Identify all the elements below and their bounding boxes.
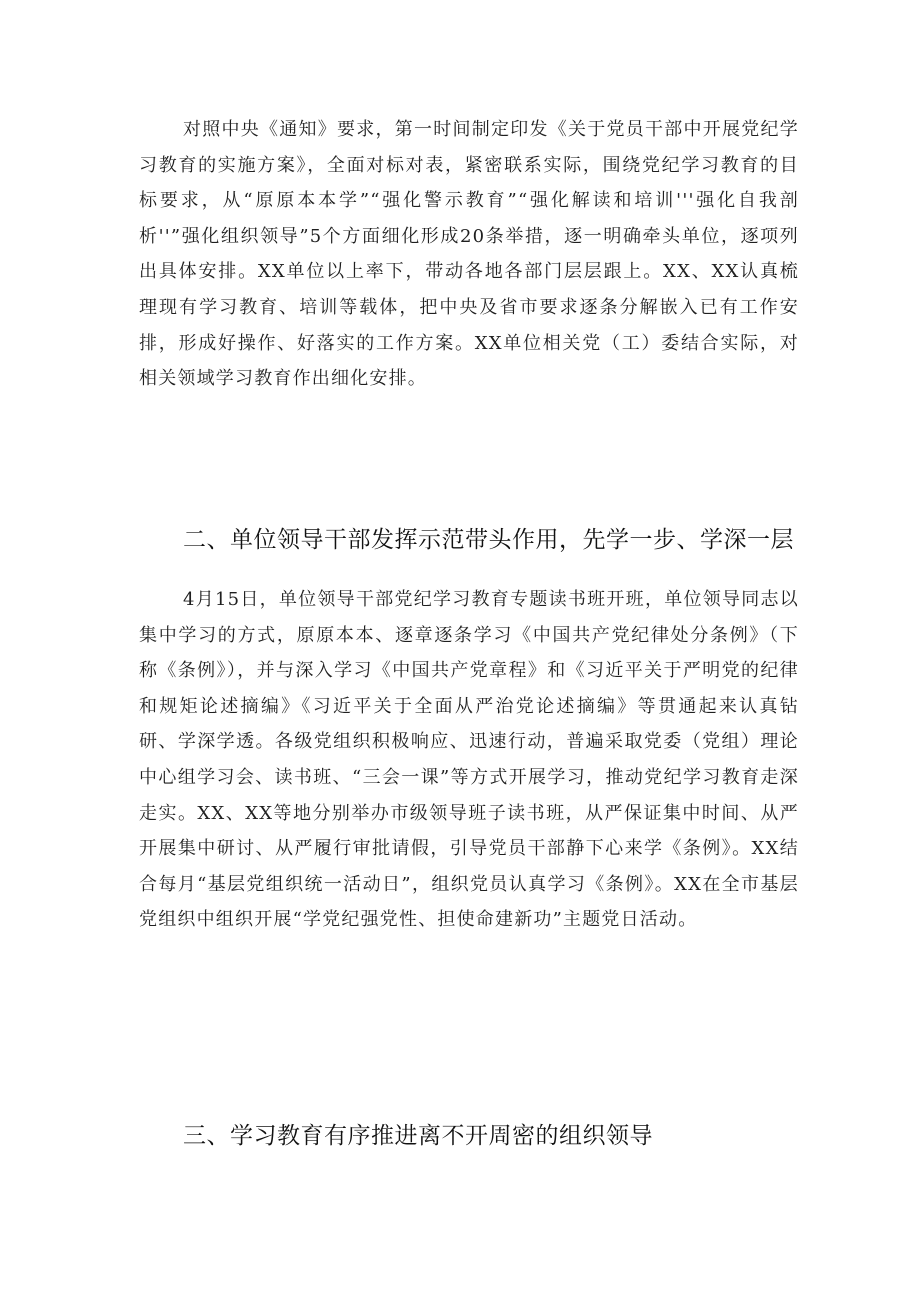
paragraph-implementation-plan: 对照中央《通知》要求，第一时间制定印发《关于党员干部中开展党纪学习教育的实施方案》，全面对标对表，紧密联系实际，围绕党纪学习教育的目标要求，从“原原本本学”“强化警示教育”“强化解读和培训'''强化自我剖析''”强化组织领导”5个方面细化形成20条举措，逐一明确牵头单位，逐项列出具体安排。XX单位以上率下，带动各地各部门层层跟上。XX、XX认真梳理现有学习教育、培训等载体，把中央及省市要求逐条分解嵌入已有工作安排，形成好操作、好落实的工作方案。XX单位相关党（工）委结合实际，对相关领域学习教育作出细化安排。 bbox=[139, 119, 799, 390]
section-heading-two: 二、单位领导干部发挥示范带头作用，先学一步、学深一层 bbox=[183, 527, 794, 553]
paragraph-study-class: 4月15日，单位领导干部党纪学习教育专题读书班开班，单位领导同志以集中学习的方式，原原本本、逐章逐条学习《中国共产党纪律处分条例》（下称《条例》），并与深入学习《中国共产党章程》和《习近平关于严明党的纪律和规矩论述摘编》《习近平关于全面从严治党论述摘编》等贯通起来认真钻研、学深学透。各级党组织积极响应、迅速行动，普遍采取党委（党组）理论中心组学习会、读书班、“三会一课”等方式开展学习，推动党纪学习教育走深走实。XX、XX等地分别举办市级领导班子读书班，从严保证集中时间、从严开展集中研讨、从严履行审批请假，引导党员干部静下心来学《条例》。XX结合每月“基层党组织统一活动日”，组织党员认真学习《条例》。XX在全市基层党组织中组织开展“学党纪强党性、担使命建新功”主题党日活动。 bbox=[139, 589, 800, 931]
section-heading-three: 三、学习教育有序推进离不开周密的组织领导 bbox=[183, 1123, 653, 1149]
